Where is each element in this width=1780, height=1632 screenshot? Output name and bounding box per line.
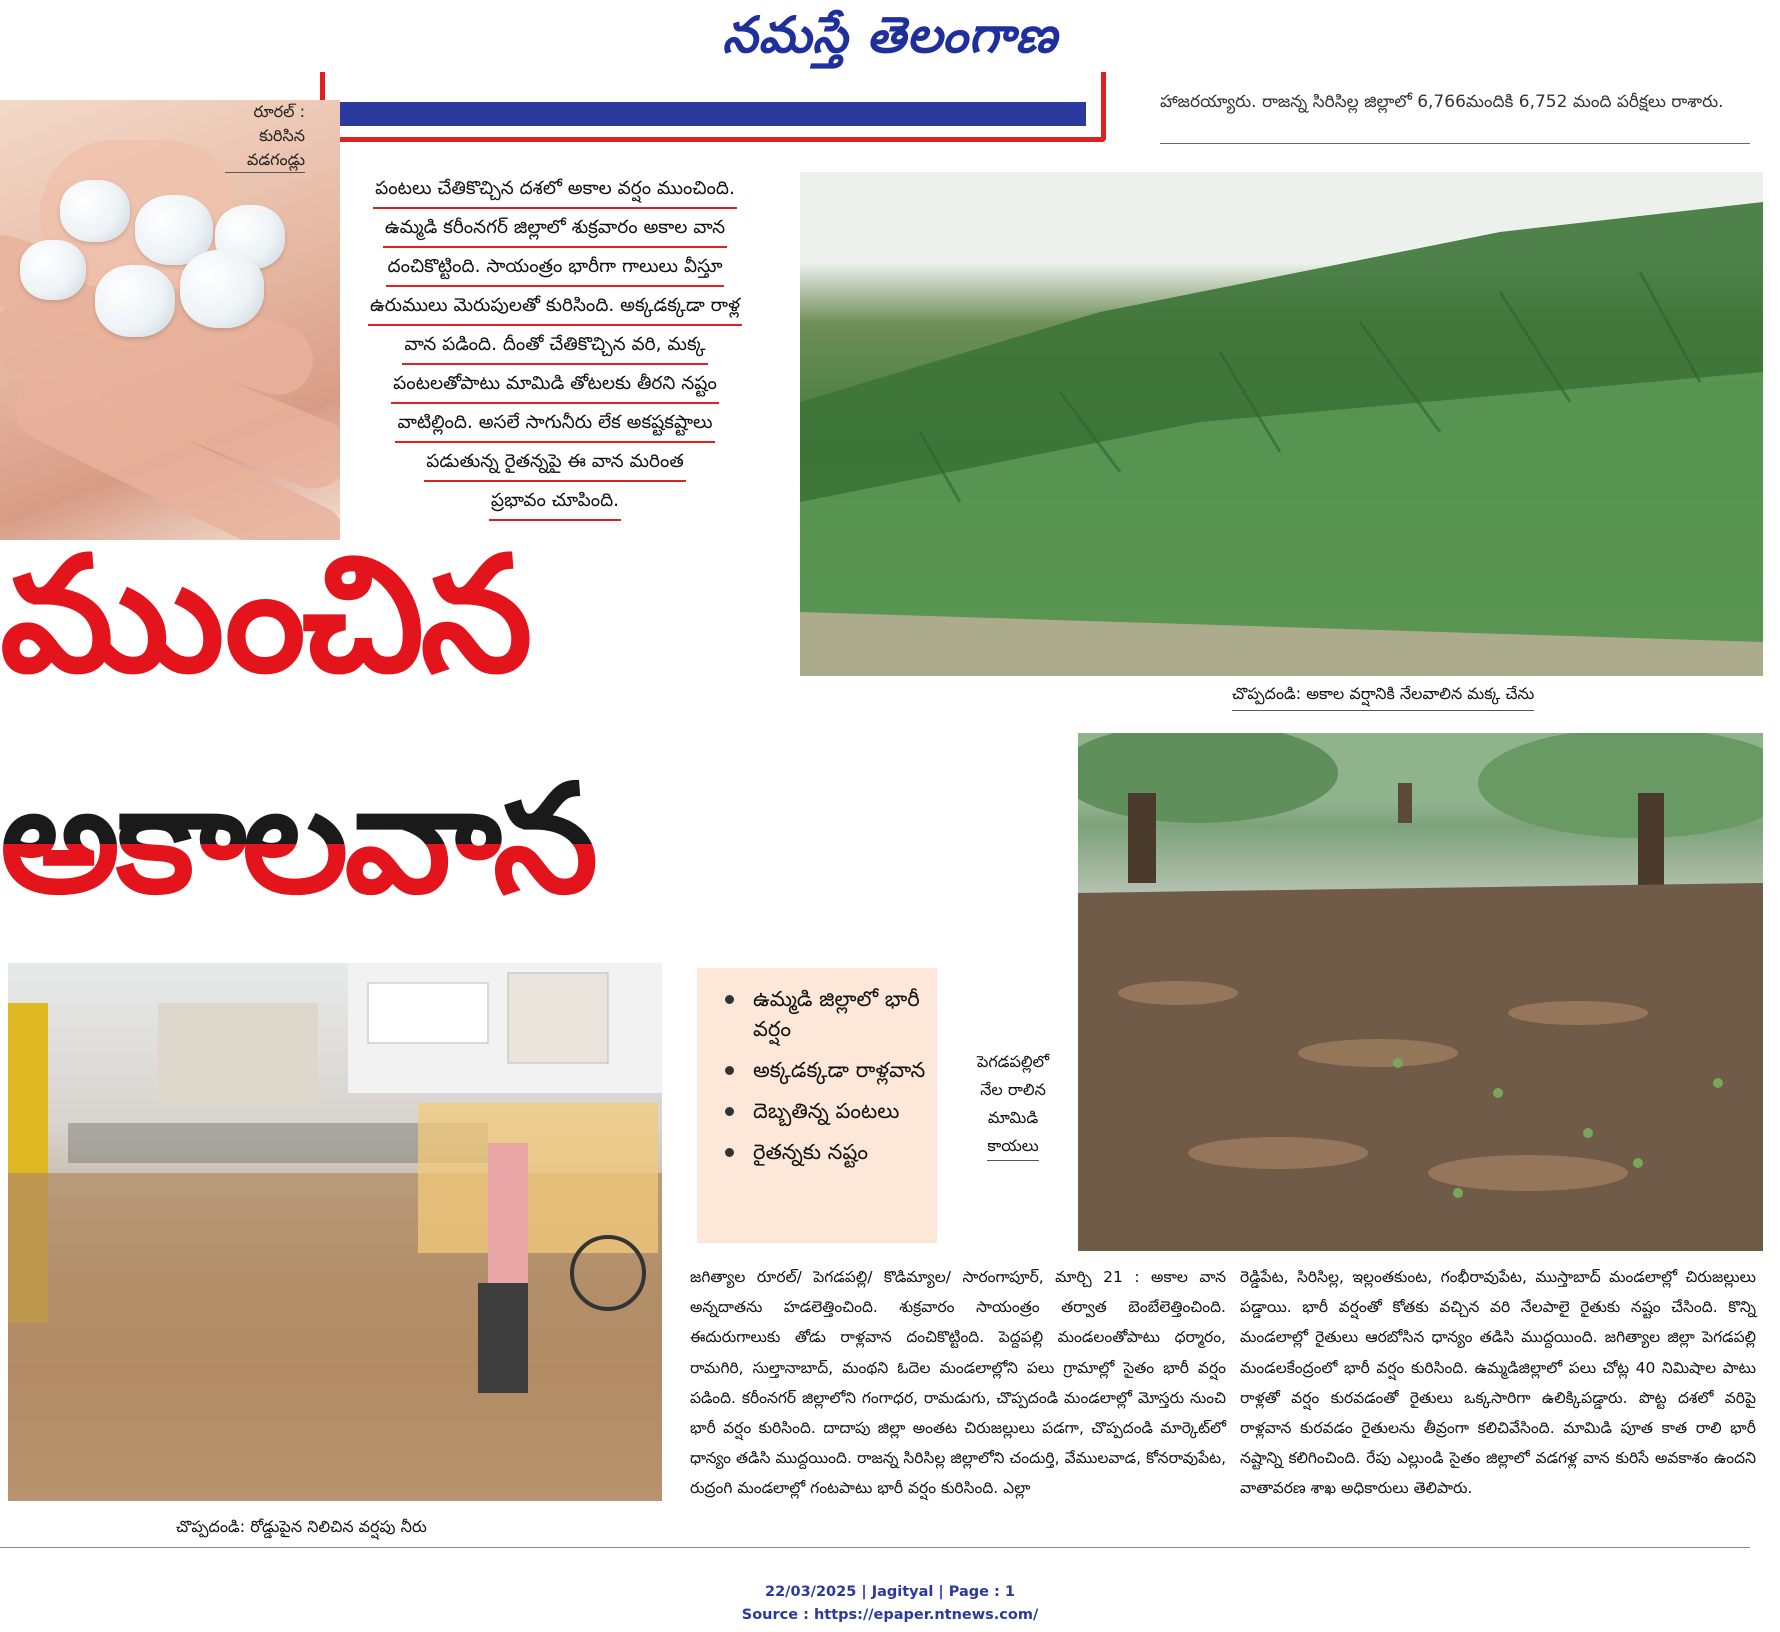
- flooded-street-photo: [8, 963, 662, 1501]
- street-photo-caption: చొప్పదండి: రోడ్డుపైన నిలిచిన వర్షపు నీరు: [176, 1517, 427, 1536]
- top-right-rule: [1160, 143, 1750, 144]
- masthead-title: నమస్తే తెలంగాణ: [722, 6, 1058, 64]
- highlight-item: [719, 984, 937, 1044]
- highlight-text: ఉమ్మడి జిల్లాలో భారీ వర్షం: [753, 987, 920, 1041]
- lead-line: వాటిల్లింది. అసలే సాగునీరు లేక అకష్టకష్టాలు: [395, 404, 714, 443]
- headline-line-2: అకాలవాన: [0, 745, 1035, 935]
- body-column-2: రెడ్డిపేట, సిరిసిల్ల, ఇల్లంతకుంట, గంభీరావుపేట, ముస్తాబాద్ మండలాల్లో చిరుజల్లులు పడ్డాయి. భారీ వర్షంతో కోతకు వచ్చిన వరి నేలపాలై రైతుకు నష్టం చేసింది. కొన్ని మండలాల్లో రైతులు ఆరబోసిన ధాన్యం తడిసి ముద్దయింది. జగిత్యాల జిల్లా పెగడపల్లి మండలకేంద్రంలో భారీ వర్షం కురిసింది. ఉమ్మడిజిల్లాలో పలు చోట్ల 40 నిమిషాల పాటు రాళ్లతో వర్షం కురవడంతో రైతులు ఒక్కసారిగా ఉలిక్కిపడ్డారు. పొట్ట దశలో వరిపై రాళ్లవాన కురవడం రైతులను తీవ్రంగా కలిచివేసింది. మామిడి పూత కాత రాలి భారీ నష్టాన్ని కలిగించింది. రేపు ఎల్లుండి సైతం జిల్లాలో వడగళ్ల వాన కురిసే అవకాశం ఉందని వాతావరణ శాఖ అధికారులు తెలిపారు.: [1240, 1268, 1756, 1498]
- lead-line: దంచికొట్టింది. సాయంత్రం భారీగా గాలులు వీస్తూ: [386, 248, 725, 287]
- headline-line-1: ముంచిన: [0, 521, 529, 708]
- corn-field-photo: [800, 172, 1763, 676]
- top-right-fragment: హాజరయ్యారు. రాజన్న సిరిసిల్ల జిల్లాలో 6,766మందికి 6,752 మంది పరీక్షలు రాశారు.: [1160, 92, 1724, 112]
- bottom-rule: [0, 1547, 1750, 1548]
- lead-line: ఉరుములు మెరుపులతో కురిసింది. అక్కడక్కడా రాళ్ల: [368, 287, 742, 326]
- body-column-1: జగిత్యాల రూరల్/ పెగడపల్లి/ కొడిమ్యాల/ సారంగాపూర్, మార్చి 21 : అకాల వాన అన్నదాతను హడలెత్తించింది. శుక్రవారం సాయంత్రం తర్వాత బెంబేలెత్తించింది. ఈదురుగాలుకు తోడు రాళ్లవాన దంచికొట్టింది. పెద్దపల్లి మండలంతోపాటు ధర్మారం, రామగిరి, సుల్తానాబాద్, మంథని ఓదెల మండలాల్లోని పలు గ్రామాల్లో సైతం భారీ వర్షం పడింది. కరీంనగర్ జిల్లాలోని గంగాధర, రామడుగు, చొప్పదండి మండలాల్లో మోస్తరు నుంచి భారీ వర్షం కురిసింది. దాదాపు జిల్లా అంతట చిరుజల్లులు పడగా, చొప్పదండి మార్కెట్‌లో ధాన్యం తడిసి ముద్దయింది. రాజన్న సిరిసిల్ల జిల్లాలోని చందుర్తి, వేములవాడ, కోనరావుపేట, రుద్రంగి మండలాల్లో గంటపాటు భారీ వర్షం కురిసింది. ఎల్లా: [690, 1268, 1226, 1498]
- top-banner-bar: [340, 102, 1086, 126]
- lead-line: వాన పడింది. దీంతో చేతికొచ్చిన వరి, మక్క: [402, 326, 707, 365]
- hail-caption-line: రూరల్ :: [253, 102, 305, 121]
- lead-line: ఉమ్మడి కరీంనగర్ జిల్లాలో శుక్రవారం అకాల వాన: [383, 209, 727, 248]
- bullet-icon: [725, 1148, 734, 1157]
- highlight-text: అక్కడక్కడా రాళ్లవాన: [753, 1058, 926, 1082]
- highlights-box: [697, 968, 937, 1243]
- highlight-item: [719, 1137, 937, 1167]
- mango-caption-line: మామిడి: [987, 1108, 1039, 1127]
- mango-caption-line: పెగడపల్లిలో: [976, 1052, 1050, 1071]
- footer-meta: 22/03/2025 | Jagityal | Page : 1: [765, 1584, 1015, 1600]
- lead-line: ప్రభావం చూపింది.: [489, 482, 621, 521]
- highlight-item: [719, 1055, 937, 1085]
- lead-line: పంటలతోపాటు మామిడి తోటలకు తీరని నష్టం: [391, 365, 719, 404]
- lead-line: పడుతున్న రైతన్నపై ఈ వాన మరింత: [424, 443, 686, 482]
- corn-photo-caption: చొప్పదండి: అకాల వర్షానికి నేలవాలిన మక్క చేను: [1232, 684, 1534, 711]
- highlight-text: దెబ్బతిన్న పంటలు: [753, 1099, 900, 1123]
- lead-paragraph: [355, 170, 755, 521]
- bullet-icon: [725, 1066, 734, 1075]
- hail-photo-caption: [225, 100, 305, 173]
- lead-line: పంటలు చేతికొచ్చిన దశలో అకాల వర్షం ముంచింది.: [373, 170, 737, 209]
- mango-photo-caption: [958, 1048, 1068, 1161]
- hail-caption-line: వడగండ్లు: [225, 148, 305, 173]
- footer-source-link[interactable]: Source : https://epaper.ntnews.com/: [741, 1607, 1039, 1623]
- mango-caption-line: కాయలు: [987, 1132, 1038, 1161]
- bullet-icon: [725, 1107, 734, 1116]
- mango-caption-line: నేల రాలిన: [980, 1080, 1046, 1099]
- highlight-text: రైతన్నకు నష్టం: [753, 1140, 869, 1164]
- mango-orchard-photo: [1078, 733, 1763, 1251]
- highlight-item: [719, 1096, 937, 1126]
- hail-caption-line: కురిసిన: [259, 126, 305, 145]
- bullet-icon: [725, 995, 734, 1004]
